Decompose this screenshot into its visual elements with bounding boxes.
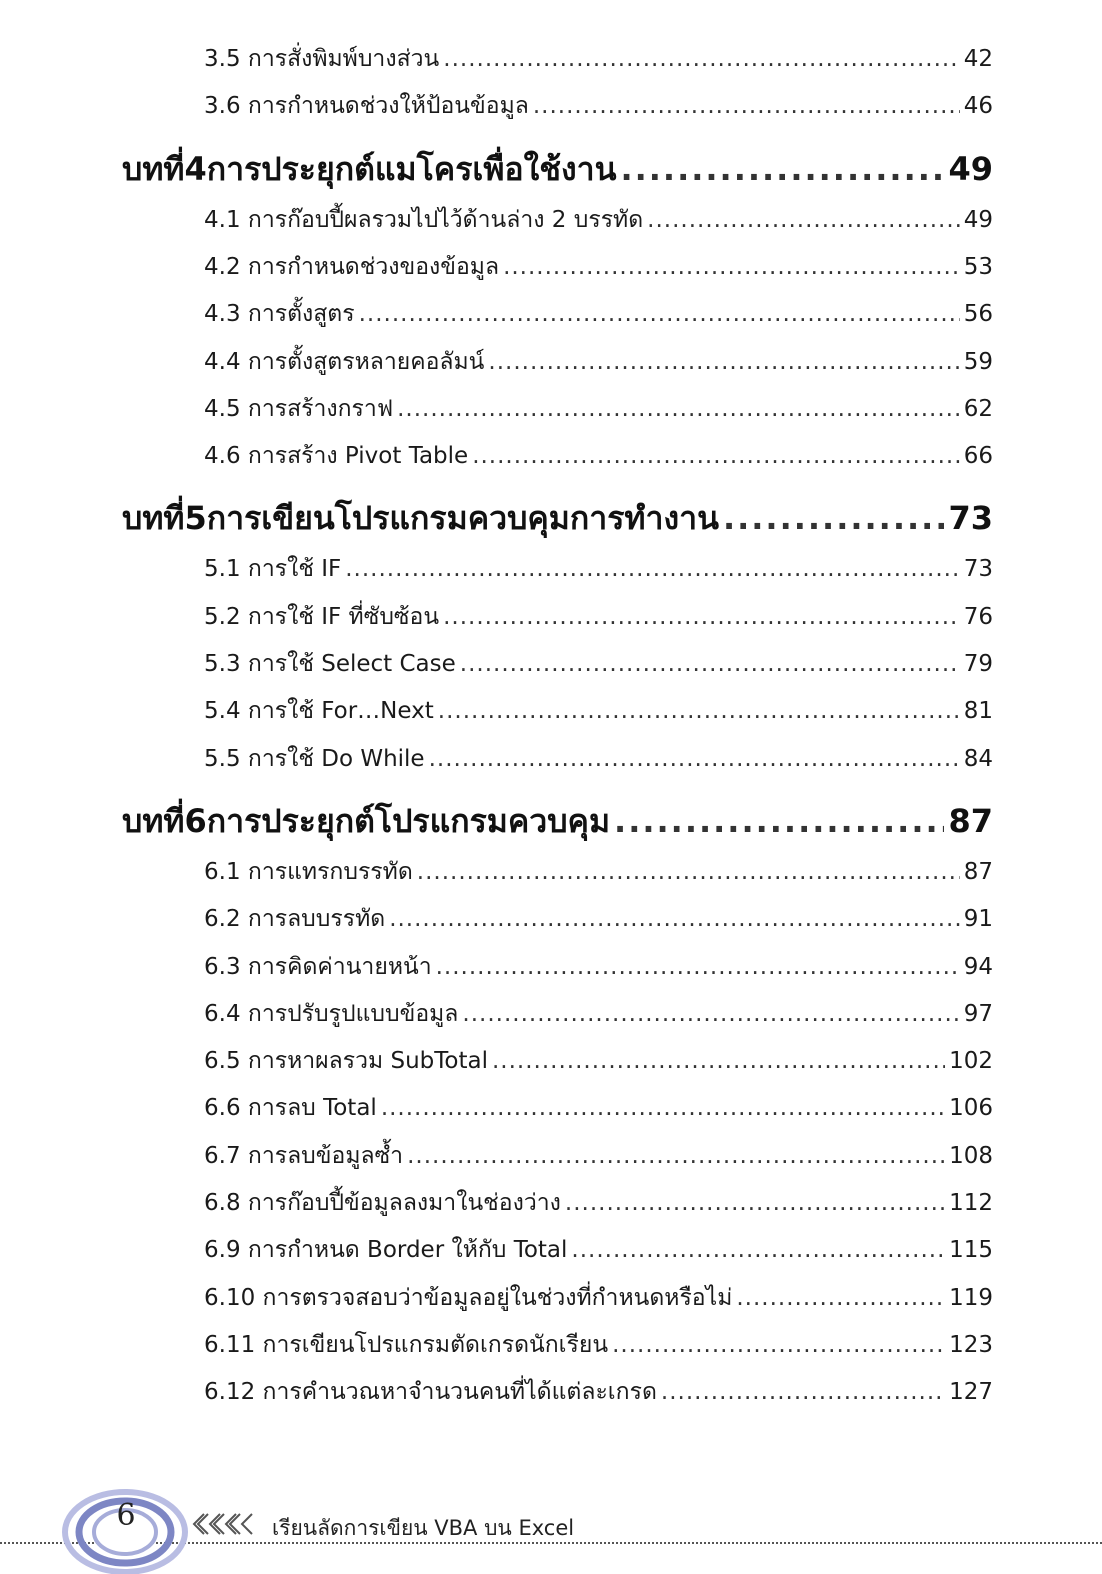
page-ref: 106 — [949, 1095, 993, 1122]
entry-title: 4.3 การตั้งสูตร — [204, 301, 355, 328]
toc-entry — [204, 742, 993, 776]
entry-title: 4.2 การกำหนดช่วงของข้อมูล — [204, 253, 500, 280]
chapter-label: บทที่ — [122, 499, 185, 538]
toc-entry — [204, 42, 993, 76]
entry-title: 5.4 การใช้ For…Next — [204, 698, 434, 725]
dot-leader — [345, 552, 959, 586]
page-ref: 49 — [963, 206, 993, 233]
dot-leader — [381, 1091, 945, 1125]
chapter-number: 5 — [184, 499, 207, 538]
page-ref: 119 — [949, 1284, 993, 1311]
toc-entry — [204, 250, 993, 284]
chevrons-left-icon — [190, 1512, 254, 1536]
entry-title: 6.7 การลบข้อมูลซ้ำ — [204, 1142, 404, 1169]
entry-title: 6.6 การลบ Total — [204, 1095, 377, 1122]
dot-leader — [647, 203, 960, 237]
entry-title: 5.1 การใช้ IF — [204, 556, 342, 583]
toc-entry — [204, 1375, 993, 1409]
page-ref: 56 — [963, 301, 993, 328]
toc-entry — [204, 203, 993, 237]
entry-title: 4.4 การตั้งสูตรหลายคอลัมน์ — [204, 348, 485, 375]
chapter-heading — [122, 799, 993, 843]
dot-leader — [438, 694, 960, 728]
entry-title: 6.10 การตรวจสอบว่าข้อมูลอยู่ในช่วงที่กำหนดหรือไม่ — [204, 1284, 733, 1311]
dot-leader — [661, 1375, 945, 1409]
dot-leader — [443, 42, 959, 76]
toc-entry — [204, 345, 993, 379]
entry-title: 5.5 การใช้ Do While — [204, 745, 425, 772]
page-ref: 66 — [963, 443, 993, 470]
entry-title: 3.5 การสั่งพิมพ์บางส่วน — [204, 46, 440, 72]
chapter-label: บทที่ — [122, 801, 185, 840]
dot-leader — [565, 1186, 945, 1220]
entry-title: 5.2 การใช้ IF ที่ซับซ้อน — [204, 603, 440, 630]
toc-entry — [204, 1044, 993, 1078]
entry-title: 6.9 การกำหนด Border ให้กับ Total — [204, 1237, 568, 1264]
entry-title: 6.1 การแทรกบรรทัด — [204, 858, 413, 885]
entry-title: 6.8 การก๊อบปี้ข้อมูลลงมาในช่องว่าง — [204, 1190, 561, 1216]
toc-entry — [204, 439, 993, 473]
toc-entry — [204, 297, 993, 331]
toc-entry — [204, 600, 993, 634]
dot-leader — [533, 89, 960, 123]
page-ref: 73 — [963, 556, 993, 583]
page-ref: 46 — [963, 93, 993, 120]
dot-leader — [571, 1233, 945, 1267]
dot-leader — [723, 496, 945, 540]
dot-leader — [443, 600, 960, 634]
page-ref: 42 — [963, 46, 993, 72]
dot-leader — [612, 1328, 945, 1362]
chapter-title: การเขียนโปรแกรมควบคุมการทำงาน — [206, 499, 719, 538]
page-number: 6 — [116, 1498, 136, 1533]
dot-leader — [397, 392, 960, 426]
toc-entry — [204, 89, 993, 123]
chapter-number: 6 — [184, 801, 207, 840]
entry-title: 5.3 การใช้ Select Case — [204, 651, 456, 677]
dot-leader — [462, 997, 959, 1031]
dot-leader — [472, 439, 960, 473]
toc-entry — [204, 392, 993, 426]
page-ref: 53 — [963, 253, 993, 280]
chapter-heading — [122, 496, 993, 540]
toc-entry — [204, 1281, 993, 1315]
entry-title: 6.5 การหาผลรวม SubTotal — [204, 1048, 488, 1075]
page-ref: 123 — [949, 1331, 993, 1358]
dot-leader — [488, 345, 959, 379]
dot-leader — [736, 1281, 945, 1315]
toc-entry — [204, 1328, 993, 1362]
page-ref: 84 — [963, 745, 993, 772]
toc-entry — [204, 647, 993, 681]
toc-entry — [204, 1233, 993, 1267]
toc-entry — [204, 1139, 993, 1173]
chapter-number: 4 — [184, 149, 207, 188]
page-ref: 91 — [963, 906, 993, 933]
page-ref: 87 — [948, 801, 993, 840]
toc-entry — [204, 552, 993, 586]
page-ref: 81 — [963, 698, 993, 725]
page-ref: 73 — [948, 499, 993, 538]
entry-title: 6.2 การลบบรรทัด — [204, 906, 386, 933]
page-ref: 97 — [963, 1000, 993, 1027]
page-ref: 115 — [949, 1237, 993, 1264]
entry-title: 4.1 การก๊อบปี้ผลรวมไปไว้ด้านล่าง 2 บรรทัด — [204, 206, 644, 233]
entry-title: 6.12 การคำนวณหาจำนวนคนที่ได้แต่ละเกรด — [204, 1379, 657, 1406]
toc-entry — [204, 1186, 993, 1220]
page-footer — [0, 1480, 1102, 1574]
page-ref: 94 — [963, 953, 993, 980]
book-title: เรียนลัดการเขียน VBA บน Excel — [272, 1516, 575, 1540]
entry-title: 6.4 การปรับรูปแบบข้อมูล — [204, 1000, 459, 1027]
entry-title: 6.3 การคิดค่านายหน้า — [204, 953, 432, 980]
chapter-title: การประยุกต์แมโครเพื่อใช้งาน — [206, 149, 617, 188]
dot-leader — [436, 950, 960, 984]
chapter-title: การประยุกต์โปรแกรมควบคุม — [206, 801, 611, 840]
page-ref: 108 — [949, 1142, 993, 1169]
page-ref: 79 — [963, 651, 993, 677]
toc-entry — [204, 950, 993, 984]
toc-entry — [204, 902, 993, 936]
dot-leader — [620, 147, 944, 191]
chapter-label: บทที่ — [122, 149, 185, 188]
page-ref: 87 — [963, 858, 993, 885]
dot-leader — [614, 799, 944, 843]
page-ref: 76 — [963, 603, 993, 630]
toc-entry — [204, 855, 993, 889]
toc-entry — [204, 1091, 993, 1125]
dot-leader — [389, 902, 960, 936]
dot-leader — [429, 742, 960, 776]
dot-leader — [417, 855, 960, 889]
toc-entry — [204, 694, 993, 728]
page-ref: 62 — [963, 395, 993, 422]
page-ref: 127 — [949, 1379, 993, 1406]
entry-title: 4.6 การสร้าง Pivot Table — [204, 443, 469, 470]
page-ref: 59 — [963, 348, 993, 375]
page-ref: 112 — [949, 1190, 993, 1216]
dot-leader — [503, 250, 960, 284]
dot-leader — [492, 1044, 945, 1078]
chapter-heading — [122, 147, 993, 191]
dot-leader — [407, 1139, 945, 1173]
dot-leader — [460, 647, 960, 681]
entry-title: 6.11 การเขียนโปรแกรมตัดเกรดนักเรียน — [204, 1331, 609, 1358]
page-ref: 102 — [949, 1048, 993, 1075]
entry-title: 3.6 การกำหนดช่วงให้ป้อนข้อมูล — [204, 93, 529, 120]
page-ref: 49 — [948, 149, 993, 188]
dot-leader — [359, 297, 960, 331]
toc-entry — [204, 997, 993, 1031]
entry-title: 4.5 การสร้างกราฟ — [204, 395, 394, 422]
